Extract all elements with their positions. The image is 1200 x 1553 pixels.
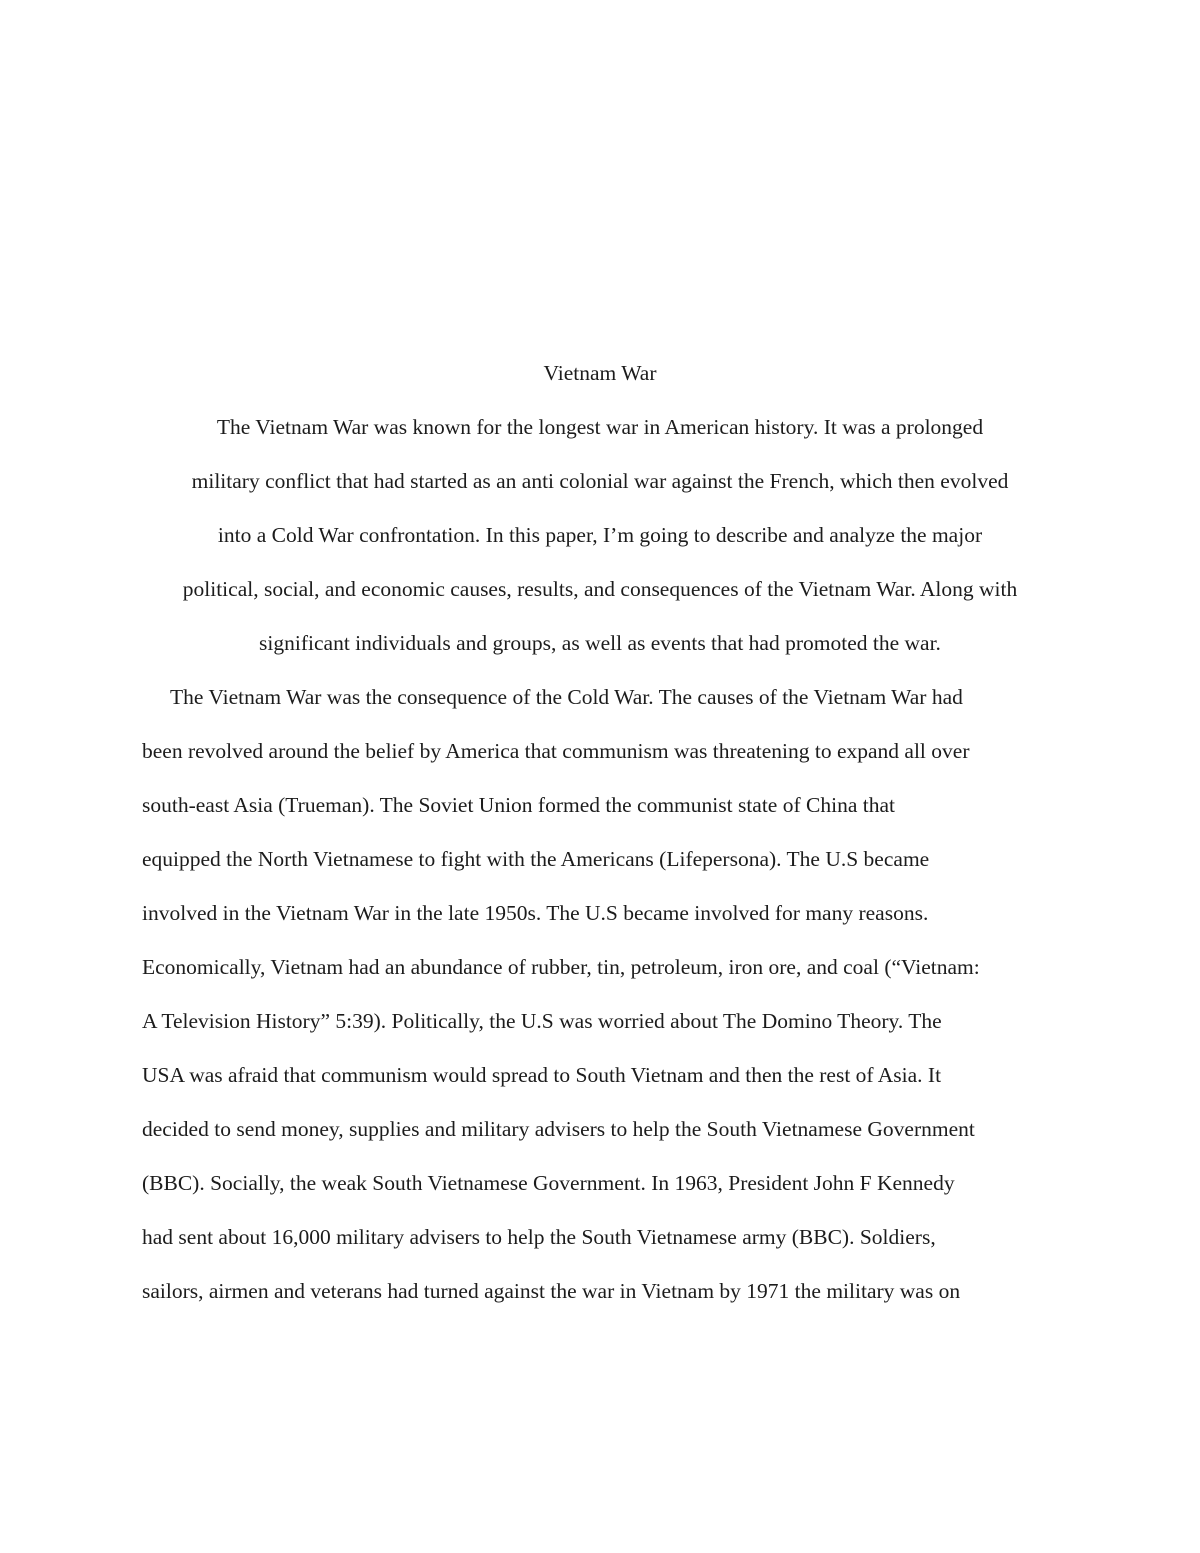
paragraph-line: equipped the North Vietnamese to fight with the Americans (Lifepersona). The U.S became [142,847,930,871]
paragraph-line: been revolved around the belief by America that communism was threatening to expand all over [142,739,970,763]
paragraph-line: USA was afraid that communism would spread to South Vietnam and then the rest of Asia. It [142,1063,942,1087]
paragraph-line: A Television History” 5:39). Politically, the U.S was worried about The Domino Theory. The [142,1009,942,1033]
paragraph-line: decided to send money, supplies and military advisers to help the South Vietnamese Government [142,1117,975,1141]
paragraph-line: into a Cold War confrontation. In this paper, I’m going to describe and analyze the major [217,523,983,547]
paragraph-line: political, social, and economic causes, results, and consequences of the Vietnam War. Along with [182,577,1018,601]
paragraph-line: involved in the Vietnam War in the late 1950s. The U.S became involved for many reasons. [142,901,929,925]
paragraph-line: had sent about 16,000 military advisers to help the South Vietnamese army (BBC). Soldiers, [142,1225,936,1249]
paragraph-line: sailors, airmen and veterans had turned against the war in Vietnam by 1971 the military was on [142,1279,961,1303]
paragraph-line: south-east Asia (Trueman). The Soviet Union formed the communist state of China that [142,793,895,817]
document-title: Vietnam War [543,361,657,385]
paragraph-line: significant individuals and groups, as well as events that had promoted the war. [259,631,941,655]
paragraph-line: (BBC). Socially, the weak South Vietnamese Government. In 1963, President John F Kennedy [142,1171,955,1195]
paragraph-line: military conflict that had started as an anti colonial war against the French, which then evolved [191,469,1009,493]
paragraph-line: The Vietnam War was the consequence of the Cold War. The causes of the Vietnam War had [170,685,963,709]
paragraph-line: The Vietnam War was known for the longest war in American history. It was a prolonged [216,415,984,439]
paragraph-line: Economically, Vietnam had an abundance of rubber, tin, petroleum, iron ore, and coal (“Vietnam: [142,955,980,979]
